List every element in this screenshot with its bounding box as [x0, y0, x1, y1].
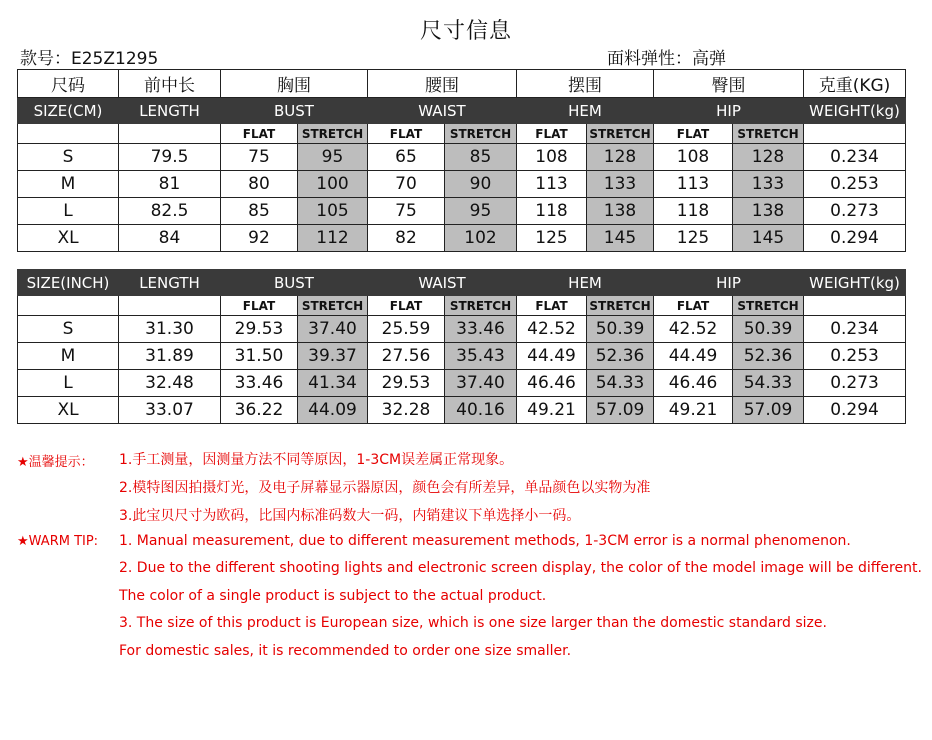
value-cell: 50.39 [587, 316, 654, 343]
value-cell: 31.89 [119, 343, 221, 370]
stretch-label: STRETCH [733, 124, 804, 144]
tip-line-en: 1. Manual measurement, due to different measurement methods, 1-3CM error is a normal phenomenon. [119, 533, 851, 549]
table-row [18, 171, 906, 198]
size-cell: M [18, 171, 119, 198]
value-cell: 42.52 [654, 316, 733, 343]
subheader-cell [804, 124, 906, 144]
header-cell: 摆围 [517, 70, 654, 98]
value-cell: 113 [517, 171, 587, 198]
value-cell: 31.30 [119, 316, 221, 343]
value-cell: 37.40 [445, 370, 517, 397]
value-cell: 41.34 [298, 370, 368, 397]
size-cell: XL [18, 225, 119, 252]
value-cell: 70 [368, 171, 445, 198]
header-cell: HEM [517, 98, 654, 124]
subheader-cell [804, 296, 906, 316]
tip-line-en: 2. Due to the different shooting lights and electronic screen display, the color of the model image will be different. [119, 560, 922, 576]
stretch-label: STRETCH [298, 124, 368, 144]
value-cell: 145 [733, 225, 804, 252]
value-cell: 0.253 [804, 343, 906, 370]
table-row [18, 225, 906, 252]
tip-label-en: ★WARM TIP: [17, 534, 99, 549]
header-cell: 前中长 [119, 70, 221, 98]
value-cell: 37.40 [298, 316, 368, 343]
header-cell: WEIGHT(kg) [804, 270, 906, 296]
stretch-label: STRETCH [587, 124, 654, 144]
flat-label: FLAT [517, 296, 587, 316]
value-cell: 92 [221, 225, 298, 252]
size-cell: S [18, 144, 119, 171]
style-number: 款号：E25Z1295 [20, 49, 159, 69]
value-cell: 39.37 [298, 343, 368, 370]
value-cell: 90 [445, 171, 517, 198]
value-cell: 33.46 [445, 316, 517, 343]
tip-line-en: For domestic sales, it is recommended to order one size smaller. [119, 643, 572, 659]
value-cell: 125 [517, 225, 587, 252]
table-row [18, 343, 906, 370]
stretch-label: STRETCH [733, 296, 804, 316]
value-cell: 44.49 [517, 343, 587, 370]
value-cell: 40.16 [445, 397, 517, 424]
size-cell: S [18, 316, 119, 343]
value-cell: 31.50 [221, 343, 298, 370]
size-cell: L [18, 370, 119, 397]
value-cell: 82 [368, 225, 445, 252]
value-cell: 0.273 [804, 198, 906, 225]
value-cell: 54.33 [587, 370, 654, 397]
tip-line-zh: 2.模特图因拍摄灯光，及电子屏幕显示器原因，颜色会有所差异，单品颜色以实物为准 [119, 480, 651, 496]
value-cell: 32.28 [368, 397, 445, 424]
fabric-elasticity: 面料弹性：高弹 [607, 49, 726, 69]
header-cell: HEM [517, 270, 654, 296]
value-cell: 52.36 [733, 343, 804, 370]
value-cell: 50.39 [733, 316, 804, 343]
value-cell: 0.234 [804, 316, 906, 343]
value-cell: 36.22 [221, 397, 298, 424]
stretch-label: STRETCH [298, 296, 368, 316]
value-cell: 33.46 [221, 370, 298, 397]
value-cell: 0.294 [804, 225, 906, 252]
header-row [18, 270, 906, 296]
value-cell: 102 [445, 225, 517, 252]
value-cell: 100 [298, 171, 368, 198]
header-cell: LENGTH [119, 98, 221, 124]
value-cell: 95 [298, 144, 368, 171]
table-row [18, 370, 906, 397]
value-cell: 118 [654, 198, 733, 225]
value-cell: 49.21 [517, 397, 587, 424]
value-cell: 112 [298, 225, 368, 252]
size-cell: L [18, 198, 119, 225]
flat-label: FLAT [517, 124, 587, 144]
value-cell: 42.52 [517, 316, 587, 343]
value-cell: 79.5 [119, 144, 221, 171]
value-cell: 35.43 [445, 343, 517, 370]
size-cell: M [18, 343, 119, 370]
value-cell: 52.36 [587, 343, 654, 370]
header-cell: SIZE(CM) [18, 98, 119, 124]
header-cell: WAIST [368, 270, 517, 296]
value-cell: 85 [221, 198, 298, 225]
stretch-label: STRETCH [445, 296, 517, 316]
subheader-cell [18, 124, 119, 144]
value-cell: 0.294 [804, 397, 906, 424]
subheader-cell [18, 296, 119, 316]
value-cell: 80 [221, 171, 298, 198]
value-cell: 27.56 [368, 343, 445, 370]
value-cell: 54.33 [733, 370, 804, 397]
value-cell: 128 [733, 144, 804, 171]
flat-label: FLAT [654, 124, 733, 144]
value-cell: 108 [654, 144, 733, 171]
subheader-cell [119, 296, 221, 316]
value-cell: 105 [298, 198, 368, 225]
value-cell: 95 [445, 198, 517, 225]
value-cell: 113 [654, 171, 733, 198]
value-cell: 29.53 [368, 370, 445, 397]
value-cell: 81 [119, 171, 221, 198]
header-cell: 臀围 [654, 70, 804, 98]
tip-line-zh: 1.手工测量，因测量方法不同等原因，1-3CM误差属正常现象。 [119, 452, 514, 468]
flat-label: FLAT [368, 296, 445, 316]
header-cell: HIP [654, 98, 804, 124]
value-cell: 46.46 [654, 370, 733, 397]
table-row [18, 316, 906, 343]
header-cell: HIP [654, 270, 804, 296]
tip-label-zh: ★温馨提示： [17, 455, 94, 470]
table-row [18, 144, 906, 171]
tip-line-en: 3. The size of this product is European size, which is one size larger than the domestic standard size. [119, 615, 827, 631]
stretch-label: STRETCH [587, 296, 654, 316]
value-cell: 75 [221, 144, 298, 171]
header-cell: 腰围 [368, 70, 517, 98]
value-cell: 125 [654, 225, 733, 252]
flat-label: FLAT [368, 124, 445, 144]
value-cell: 0.253 [804, 171, 906, 198]
header-cell: 尺码 [18, 70, 119, 98]
value-cell: 0.273 [804, 370, 906, 397]
value-cell: 84 [119, 225, 221, 252]
size-cell: XL [18, 397, 119, 424]
subheader-row [18, 124, 906, 144]
zh-header-row [18, 70, 906, 98]
value-cell: 25.59 [368, 316, 445, 343]
value-cell: 145 [587, 225, 654, 252]
value-cell: 108 [517, 144, 587, 171]
stretch-label: STRETCH [445, 124, 517, 144]
header-cell: 胸围 [221, 70, 368, 98]
header-cell: 克重(KG) [804, 70, 906, 98]
value-cell: 29.53 [221, 316, 298, 343]
value-cell: 57.09 [733, 397, 804, 424]
header-cell: BUST [221, 270, 368, 296]
value-cell: 44.49 [654, 343, 733, 370]
value-cell: 82.5 [119, 198, 221, 225]
value-cell: 46.46 [517, 370, 587, 397]
size-table-cm [17, 69, 906, 252]
tip-line-zh: 3.此宝贝尺寸为欧码，比国内标准码数大一码，内销建议下单选择小一码。 [119, 508, 581, 524]
subheader-row [18, 296, 906, 316]
value-cell: 32.48 [119, 370, 221, 397]
value-cell: 133 [587, 171, 654, 198]
value-cell: 133 [733, 171, 804, 198]
tip-line-en: The color of a single product is subject to the actual product. [119, 588, 547, 604]
table-row [18, 198, 906, 225]
value-cell: 65 [368, 144, 445, 171]
value-cell: 0.234 [804, 144, 906, 171]
flat-label: FLAT [654, 296, 733, 316]
header-cell: BUST [221, 98, 368, 124]
flat-label: FLAT [221, 296, 298, 316]
table-row [18, 397, 906, 424]
subheader-cell [119, 124, 221, 144]
value-cell: 75 [368, 198, 445, 225]
value-cell: 49.21 [654, 397, 733, 424]
header-cell: WEIGHT(kg) [804, 98, 906, 124]
value-cell: 128 [587, 144, 654, 171]
header-cell: WAIST [368, 98, 517, 124]
size-table-inch [17, 269, 906, 424]
flat-label: FLAT [221, 124, 298, 144]
header-cell: SIZE(INCH) [18, 270, 119, 296]
value-cell: 85 [445, 144, 517, 171]
header-cell: LENGTH [119, 270, 221, 296]
value-cell: 118 [517, 198, 587, 225]
value-cell: 33.07 [119, 397, 221, 424]
header-row [18, 98, 906, 124]
value-cell: 138 [587, 198, 654, 225]
page-title: 尺寸信息 [419, 19, 512, 44]
value-cell: 44.09 [298, 397, 368, 424]
value-cell: 57.09 [587, 397, 654, 424]
value-cell: 138 [733, 198, 804, 225]
